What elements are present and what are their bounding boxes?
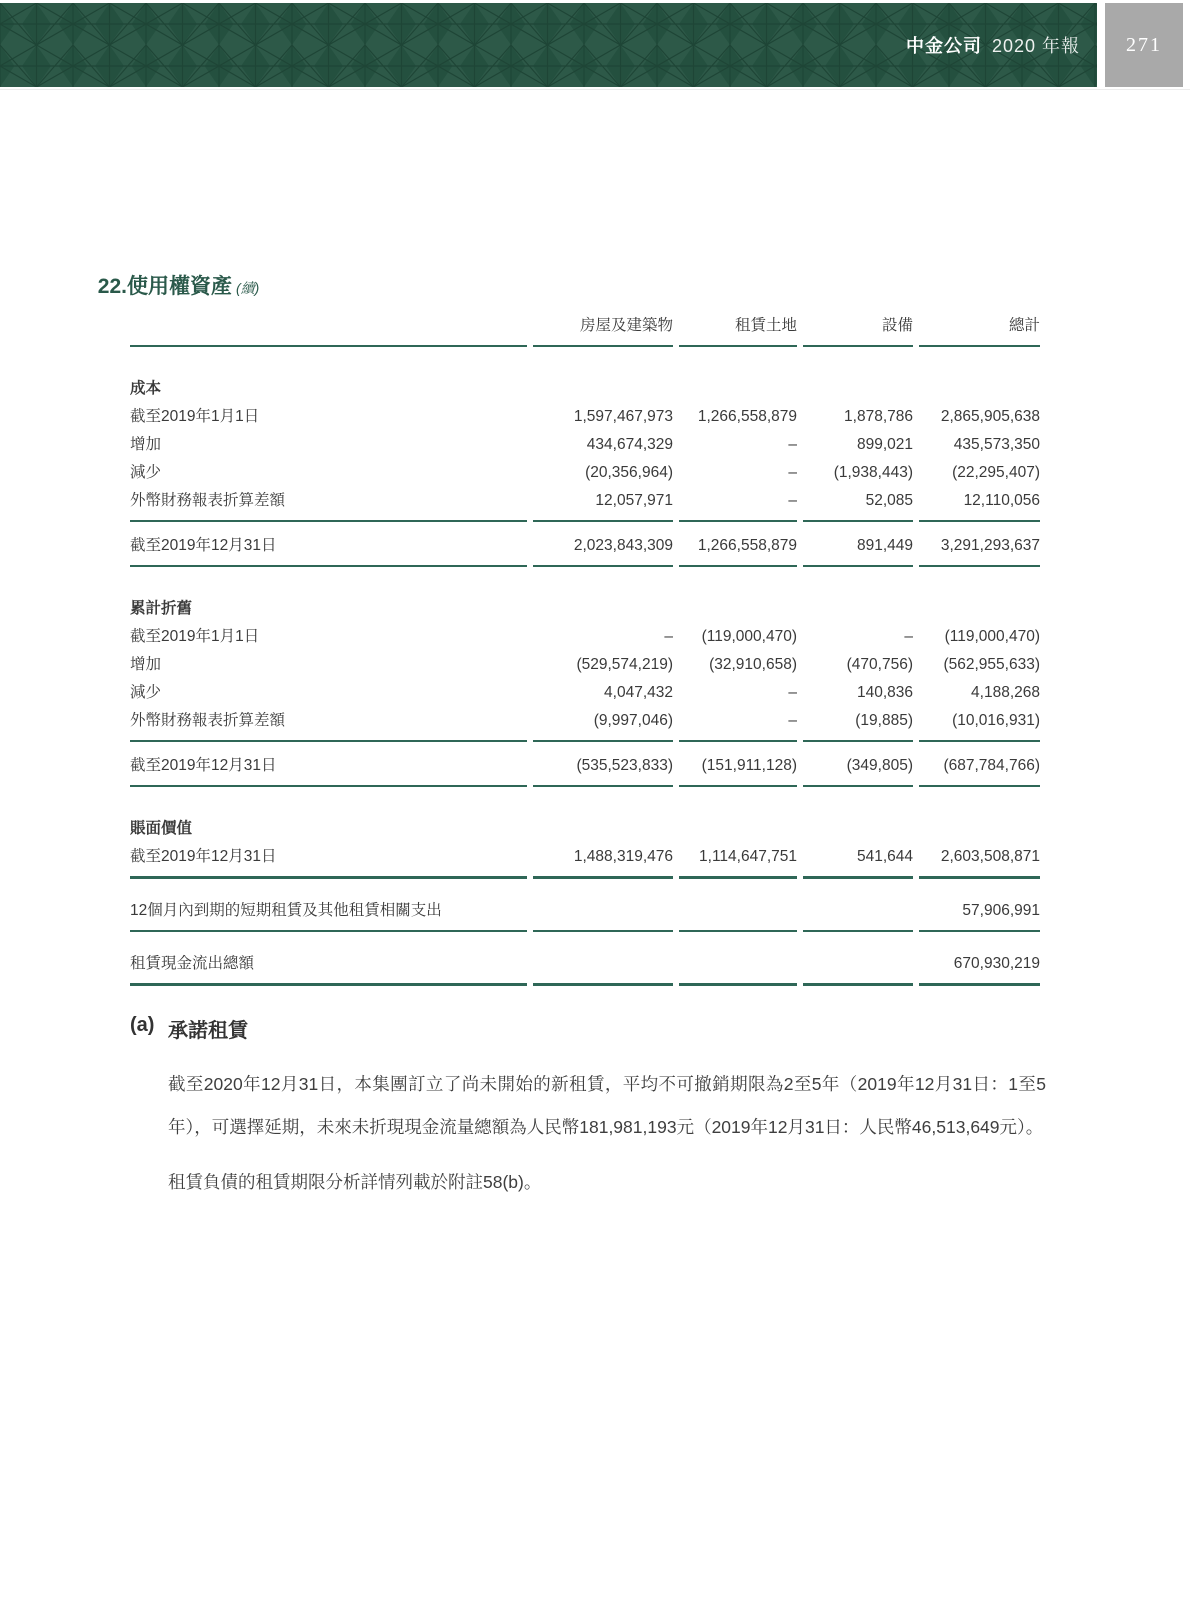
cell-value: 1,266,558,879 — [679, 532, 797, 567]
cell-value: 57,906,991 — [919, 897, 1040, 932]
cell-value: 2,023,843,309 — [533, 532, 673, 567]
cell-value: – — [904, 628, 913, 645]
cell-value: 2,865,905,638 — [940, 408, 1040, 425]
table-row — [130, 651, 1040, 679]
table-row — [130, 950, 1040, 986]
cell-value: 12,057,971 — [533, 487, 673, 522]
table-row — [130, 679, 1040, 707]
column-header: 房屋及建築物 — [533, 316, 673, 347]
cell-value: (32,910,658) — [709, 656, 797, 673]
table-header-row — [130, 316, 1040, 347]
cell-value: 140,836 — [856, 684, 913, 701]
cell-value: (119,000,470) — [944, 628, 1040, 645]
column-header: 租賃土地 — [679, 316, 797, 347]
right-of-use-assets-table — [130, 316, 1040, 986]
cell-value: – — [664, 628, 673, 645]
cell-value: 670,930,219 — [919, 950, 1040, 986]
cell-value: (535,523,833) — [533, 752, 673, 787]
column-header: 設備 — [803, 316, 913, 347]
row-label: 截至2019年1月1日 — [130, 408, 260, 425]
row-label: 租賃現金流出總額 — [130, 950, 527, 986]
cell-value: – — [788, 436, 797, 453]
table-row — [130, 403, 1040, 431]
row-label: 截至2019年12月31日 — [130, 532, 527, 567]
cell-value: 52,085 — [803, 487, 913, 522]
header-divider — [0, 89, 1190, 90]
table-row — [130, 459, 1040, 487]
cell-value: (22,295,407) — [952, 464, 1040, 481]
cell-value: 3,291,293,637 — [919, 532, 1040, 567]
table-row — [130, 815, 1040, 843]
cell-value: (687,784,766) — [919, 752, 1040, 787]
table-row — [130, 843, 1040, 879]
cell-value: 1,597,467,973 — [573, 408, 673, 425]
cell-value: (470,756) — [846, 656, 913, 673]
cell-value: 1,266,558,879 — [697, 408, 797, 425]
cell-value: (119,000,470) — [701, 628, 797, 645]
row-label: 外幣財務報表折算差額 — [130, 487, 527, 522]
row-label: 外幣財務報表折算差額 — [130, 707, 527, 742]
cell-value — [803, 897, 913, 932]
cell-value: 4,047,432 — [604, 684, 673, 701]
cell-value: 891,449 — [803, 532, 913, 567]
column-header-empty — [130, 316, 527, 347]
note-paragraph: 租賃負債的租賃期限分析詳情列載於附註58(b)。 — [168, 1172, 542, 1192]
cell-value: 12,110,056 — [919, 487, 1040, 522]
cell-value: (10,016,931) — [919, 707, 1040, 742]
cell-value: 434,674,329 — [586, 436, 673, 453]
row-label: 增加 — [130, 656, 162, 673]
row-label: 12個月內到期的短期租賃及其他租賃相關支出 — [130, 897, 527, 932]
report-year: 2020 年報 — [991, 36, 1080, 56]
row-label: 減少 — [130, 684, 162, 701]
cell-value: – — [679, 707, 797, 742]
cell-value — [533, 897, 673, 932]
table-row — [130, 375, 1040, 403]
cell-value: 899,021 — [856, 436, 913, 453]
note-paragraph: 截至2020年12月31日，本集團訂立了尚未開始的新租賃，平均不可撤銷期限為2至5年（2019年12月31日：1至5年），可選擇延期，未來未折現現金流量總額為人民幣181,981,193元（2019年12月31日：人民幣46,513,649元）。 — [168, 1074, 1046, 1137]
cell-value — [803, 950, 913, 986]
cell-value: (349,805) — [803, 752, 913, 787]
cell-value — [679, 950, 797, 986]
table-row — [130, 431, 1040, 459]
page-number: 271 — [1126, 33, 1162, 56]
table-row — [130, 623, 1040, 651]
section-heading — [82, 270, 1190, 300]
cell-value: (20,356,964) — [585, 464, 673, 481]
section-title: 使用權資產 — [127, 275, 232, 298]
cell-value: – — [788, 464, 797, 481]
row-label: 截至2019年12月31日 — [130, 752, 527, 787]
cell-value: (151,911,128) — [679, 752, 797, 787]
note-title: 承諾租賃 — [168, 1020, 248, 1042]
row-label: 累計折舊 — [130, 600, 193, 617]
page-number-box — [1105, 3, 1183, 87]
header-band — [0, 3, 1097, 87]
note-label: (a) — [130, 1014, 155, 1036]
cell-value: (19,885) — [803, 707, 913, 742]
cell-value: 1,488,319,476 — [533, 843, 673, 879]
table-row — [130, 532, 1040, 567]
table-row — [130, 707, 1040, 742]
row-label: 成本 — [130, 380, 162, 397]
cell-value: 1,114,647,751 — [679, 843, 797, 879]
cell-value: 541,644 — [803, 843, 913, 879]
cell-value: 4,188,268 — [971, 684, 1040, 701]
column-header: 總計 — [919, 316, 1040, 347]
cell-value: (1,938,443) — [833, 464, 913, 481]
section-continued-label: (續) — [236, 280, 260, 296]
row-label: 截至2019年12月31日 — [130, 843, 527, 879]
cell-value: 1,878,786 — [844, 408, 913, 425]
note-a-body — [168, 1063, 1046, 1204]
cell-value: – — [788, 684, 797, 701]
cell-value: 435,573,350 — [953, 436, 1040, 453]
cell-value: (529,574,219) — [576, 656, 673, 673]
cell-value — [533, 950, 673, 986]
note-a — [130, 1014, 1046, 1204]
cell-value: (9,997,046) — [533, 707, 673, 742]
table-row — [130, 595, 1040, 623]
table-row — [130, 897, 1040, 932]
page-header — [0, 0, 1190, 87]
company-name: 中金公司 — [905, 36, 982, 56]
cell-value: – — [679, 487, 797, 522]
note-a-heading — [130, 1014, 1046, 1043]
row-label: 增加 — [130, 436, 162, 453]
table-row — [130, 487, 1040, 522]
row-label: 截至2019年1月1日 — [130, 628, 260, 645]
cell-value: 2,603,508,871 — [919, 843, 1040, 879]
cell-value — [679, 897, 797, 932]
table-row — [130, 752, 1040, 787]
row-label: 減少 — [130, 464, 162, 481]
row-label: 賬面價值 — [130, 820, 193, 837]
cell-value: (562,955,633) — [943, 656, 1040, 673]
section-number: 22. — [97, 275, 127, 298]
header-band-text — [906, 32, 1080, 58]
